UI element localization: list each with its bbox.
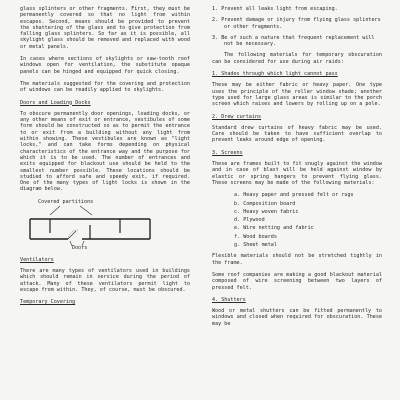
left-column bbox=[20, 6, 190, 311]
ventilators-heading: Ventilators bbox=[20, 256, 54, 263]
screen-materials-list bbox=[212, 192, 382, 248]
screen-material-item: f. Wood boards bbox=[234, 233, 277, 240]
intro-paragraph-2: In cases where sections of skylights or saw-tooth roof windows open for ventilation, the substitute opaque panels can be hinged and equipped for quick closing. bbox=[20, 56, 190, 75]
shutters-heading: 4. Shutters bbox=[212, 296, 246, 303]
screen-material-item: b. Composition board bbox=[234, 200, 296, 207]
temporary-covering-heading: Temporary Covering bbox=[20, 299, 76, 306]
right-column bbox=[212, 6, 382, 333]
requirement-item-3: 3. Be of such a nature that frequent replacement will not be necessary. bbox=[212, 34, 375, 48]
intro-paragraph-1: glass splinters or other fragments. First, they must be permanently covered so that no light from within escapes. Second, means should be provided to prevent the shattering of the glass and to give protection from falling glass splinters. So far as it is possible, all skylight glass should be removed and replaced with wood or metal panels. bbox=[20, 6, 190, 50]
flexible-materials-paragraph: Flexible materials should not be stretched tightly in the frame. bbox=[212, 253, 382, 266]
ventilators-paragraph: There are many types of ventilators used in buildings which should remain in service during the period of attack. Many of these ventilators permit light to escape from within. They, of course, must be obscured. bbox=[20, 268, 190, 293]
requirement-item-1: 1. Prevent all leaks light from escaping. bbox=[212, 6, 338, 12]
requirement-item-2: 2. Prevent damage or injury from flying glass splinters or other fragments. bbox=[212, 17, 381, 30]
materials-intro: The following materials for temporary obscuration can be considered for use during air raids: bbox=[212, 52, 382, 65]
drew-curtains-paragraph: Standard drew curtains of heavy fabric may be used. Care should be taken to have sufficient overlap to prevent leaks around edge of opening. bbox=[212, 124, 382, 144]
doors-paragraph: To obscure permanently door openings, loading docks, or any other means of exit or entrance, vestibules of some form should be constructed so as to permit the entrance to or exit from a building without any light from within showing. These vestibules are known as "light locks," and can take forms depending on physical characteristics of the entrance way and the purpose for which it is to be used. The number of entrances and exits equipped for blackout use should be held to the smallest number possible. These locations should be studied to afford safe and speedy exit, if required. One of the many types of light locks is shown in the diagram below. bbox=[20, 110, 190, 193]
intro-paragraph-3: The materials suggested for the covering and protection of windows can be readily applied to skylights. bbox=[20, 80, 190, 94]
screen-material-item: a. Heavy paper and pressed felt or rugs bbox=[234, 192, 354, 199]
diagram-label-covered-partitions: Covered partitions bbox=[38, 198, 94, 205]
drew-curtains-heading: 2. Drew curtains bbox=[212, 113, 262, 120]
light-lock-diagram bbox=[20, 199, 190, 251]
screen-material-item: c. Heavy woven fabric bbox=[234, 208, 299, 215]
roof-companies-paragraph: Some roof companies are making a good blackout material composed of wire screening between two layers of pressed felt. bbox=[212, 271, 382, 291]
diagram-label-doors: Doors bbox=[72, 244, 88, 251]
doors-heading: Doors and Loading Docks bbox=[20, 99, 91, 106]
screens-heading: 3. Screens bbox=[212, 149, 243, 156]
shades-heading: 1. Shades through which light cannot pass bbox=[212, 71, 338, 78]
screen-material-item: d. Plywood bbox=[234, 217, 265, 224]
shutters-paragraph: Wood or metal shutters can be fitted permanently to windows and closed when required for obscuration. These may be bbox=[212, 308, 382, 327]
screen-material-item: g. Sheet metal bbox=[234, 242, 277, 249]
screen-material-item: e. Wire netting and fabric bbox=[234, 225, 314, 232]
shades-paragraph: These may be either fabric or heavy paper. One type uses the principle of the roller window shade; another type used for large glass areas is similar to the porch screen which raises and lowers by rolling up on a pole. bbox=[212, 82, 382, 108]
screens-paragraph: These are frames built to fit snugly against the window and in case of blast will be held against window by elastic or spring hangers to prevent flying glass. These screens may be made of the following materials: bbox=[212, 161, 382, 186]
light-lock-drawing bbox=[20, 199, 190, 251]
